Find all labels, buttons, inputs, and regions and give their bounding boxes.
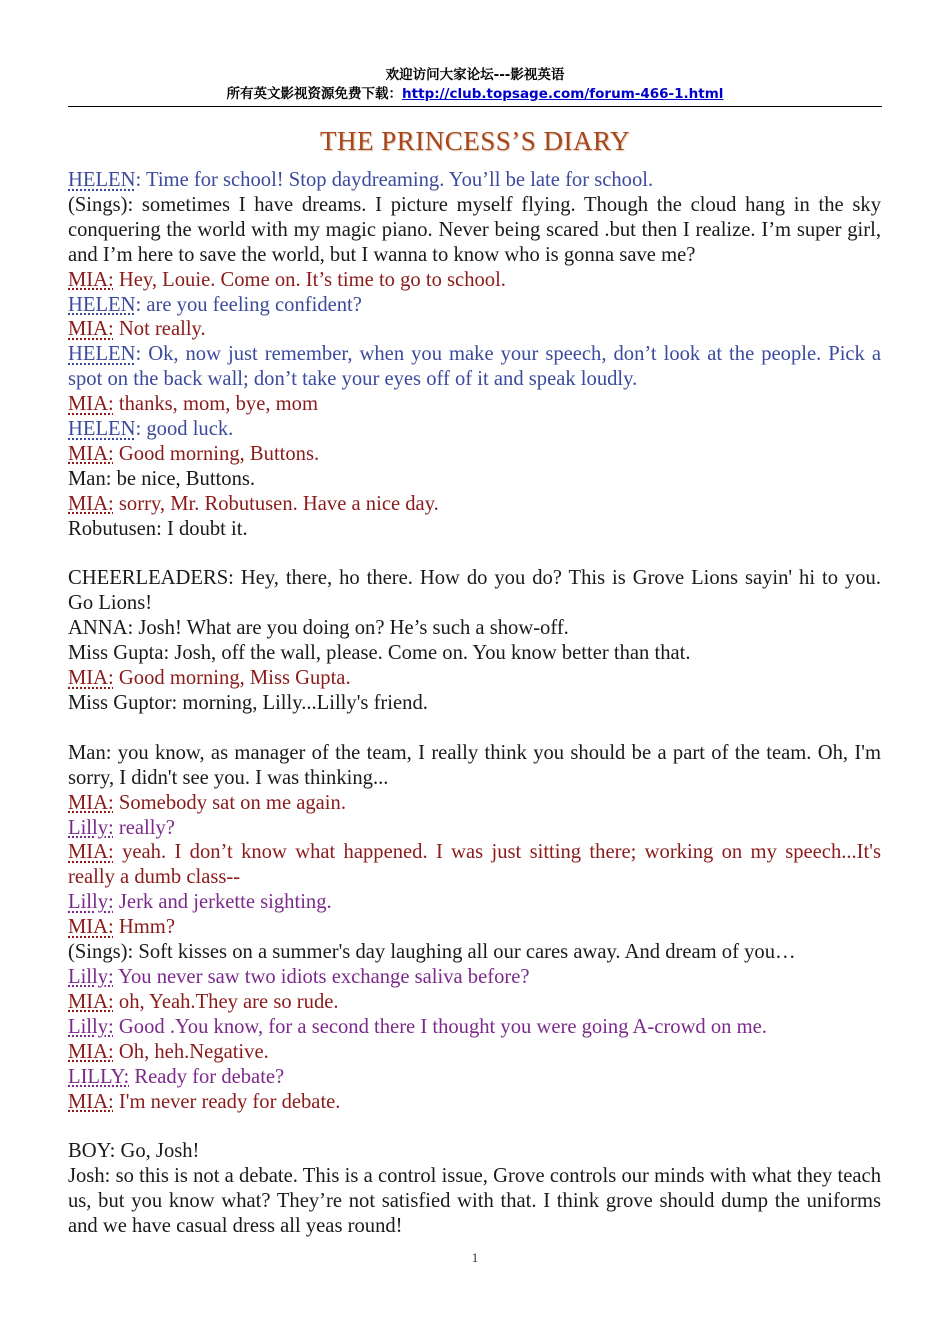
page-number: 1 xyxy=(471,1250,479,1265)
script-line xyxy=(68,816,881,841)
script-line xyxy=(68,965,881,990)
speaker-name: MIA: xyxy=(68,492,114,515)
dialogue-text: : Time for school! Stop daydreaming. You’ll be late for school. xyxy=(135,169,654,191)
header-download-prefix: 所有英文影视资源免费下载： xyxy=(226,86,403,102)
script-line xyxy=(68,791,881,816)
script-line xyxy=(68,990,881,1015)
dialogue-text: Somebody sat on me again. xyxy=(113,791,346,814)
script-line xyxy=(68,641,881,666)
dialogue-text: Ready for debate? xyxy=(129,1065,285,1088)
dialogue-text: : are you feeling confident? xyxy=(135,293,362,316)
speaker-name: MIA: xyxy=(68,268,114,291)
script-line xyxy=(68,666,881,691)
dialogue-text: ANNA: Josh! What are you doing on? He’s such a show-off. xyxy=(68,617,569,640)
script-line xyxy=(68,317,881,342)
speaker-name: MIA: xyxy=(68,1090,114,1113)
script-line xyxy=(68,392,881,417)
speaker-name: LILLY: xyxy=(68,1065,130,1088)
script-line xyxy=(68,566,881,616)
dialogue-text: Hey, Louie. Come on. It’s time to go to school. xyxy=(113,268,506,291)
script-line xyxy=(68,442,881,467)
dialogue-text: (Sings): sometimes I have dreams. I picture myself flying. Though the cloud hang in the sky conquering the world with my magic piano. Never being scared .but then I realize. I’m super girl, and I’m here to save the world, but I wanna to know who is gonna save me? xyxy=(68,193,881,266)
speaker-name: Lilly: xyxy=(68,891,114,914)
dialogue-text: Good morning, Miss Gupta. xyxy=(113,667,351,690)
script-line xyxy=(68,492,881,517)
dialogue-text: Jerk and jerkette sighting. xyxy=(113,891,332,914)
script-line xyxy=(68,1139,881,1164)
script-line xyxy=(68,915,881,940)
dialogue-text: Not really. xyxy=(113,318,206,341)
blank-line xyxy=(68,1114,881,1139)
script-line xyxy=(68,840,881,890)
header-forum-line: 欢迎访问大家论坛---影视英语 xyxy=(385,67,565,83)
script-line xyxy=(68,1040,881,1065)
script-line xyxy=(68,741,881,791)
dialogue-text: CHEERLEADERS: Hey, there, ho there. How do you do? This is Grove Lions sayin' hi to you. Go Lions! xyxy=(68,567,881,615)
dialogue-text: You never saw two idiots exchange saliva before? xyxy=(113,965,530,988)
page-header xyxy=(68,66,882,104)
dialogue-text: : good luck. xyxy=(135,418,234,441)
speaker-name: MIA: xyxy=(68,393,114,416)
speaker-name: MIA: xyxy=(68,318,114,341)
speaker-name: Lilly: xyxy=(68,816,114,839)
script-line xyxy=(68,517,881,542)
dialogue-text: Hmm? xyxy=(113,916,175,939)
script-line xyxy=(68,342,881,392)
speaker-name: Lilly: xyxy=(68,1015,114,1038)
speaker-name: MIA: xyxy=(68,1040,114,1063)
script-line xyxy=(68,417,881,442)
speaker-name: Lilly: xyxy=(68,965,114,988)
dialogue-text: sorry, Mr. Robutusen. Have a nice day. xyxy=(113,492,439,515)
speaker-name: MIA: xyxy=(68,791,114,814)
dialogue-text: Good morning, Buttons. xyxy=(113,442,320,465)
script-line xyxy=(68,193,881,268)
script-line xyxy=(68,691,881,716)
script-body xyxy=(68,168,881,1239)
speaker-name: HELEN xyxy=(68,343,136,366)
header-download-line xyxy=(68,85,882,104)
script-line xyxy=(68,1065,881,1090)
blank-line xyxy=(68,716,881,741)
dialogue-text: thanks, mom, bye, mom xyxy=(113,393,318,416)
dialogue-text: Robutusen: I doubt it. xyxy=(68,517,248,540)
script-line xyxy=(68,168,881,193)
dialogue-text: Good .You know, for a second there I thought you were going A-crowd on me. xyxy=(113,1015,767,1038)
speaker-name: MIA: xyxy=(68,667,114,690)
document-title: THE PRINCESS’S DIARY xyxy=(319,126,631,156)
dialogue-text: Miss Gupta: Josh, off the wall, please. Come on. You know better than that. xyxy=(68,642,691,665)
dialogue-text: BOY: Go, Josh! xyxy=(68,1140,200,1163)
dialogue-text: oh, Yeah.They are so rude. xyxy=(113,990,339,1013)
script-line xyxy=(68,467,881,492)
script-line xyxy=(68,293,881,318)
dialogue-text: (Sings): Soft kisses on a summer's day laughing all our cares away. And dream of you… xyxy=(68,941,796,964)
dialogue-text: Miss Guptor: morning, Lilly...Lilly's friend. xyxy=(68,692,428,715)
speaker-name: MIA: xyxy=(68,990,114,1013)
script-line xyxy=(68,1164,881,1239)
script-line xyxy=(68,1015,881,1040)
script-line xyxy=(68,268,881,293)
speaker-name: HELEN xyxy=(68,169,136,191)
blank-line xyxy=(68,542,881,567)
script-line xyxy=(68,890,881,915)
speaker-name: MIA: xyxy=(68,916,114,939)
dialogue-text: Oh, heh.Negative. xyxy=(113,1040,269,1063)
speaker-name: HELEN xyxy=(68,418,136,441)
dialogue-text: really? xyxy=(113,816,175,839)
dialogue-text: Josh: so this is not a debate. This is a control issue, Grove controls our minds with what they teach us, but you know what? They’re not satisfied with that. I think grove should dump the uniforms and we have casual dress all yeas round! xyxy=(68,1165,881,1238)
dialogue-text: Man: be nice, Buttons. xyxy=(68,467,256,490)
header-forum-link[interactable]: http://club.topsage.com/forum-466-1.html xyxy=(402,86,724,102)
script-line xyxy=(68,940,881,965)
speaker-name: MIA: xyxy=(68,841,114,864)
dialogue-text: I'm never ready for debate. xyxy=(113,1090,341,1113)
dialogue-text: : Ok, now just remember, when you make your speech, don’t look at the people. Pick a spot on the back wall; don’t take your eyes off of it and speak loudly. xyxy=(68,343,881,391)
header-divider xyxy=(68,106,882,107)
dialogue-text: Man: you know, as manager of the team, I really think you should be a part of the team. Oh, I'm sorry, I didn't see you. I was thinking... xyxy=(68,741,881,789)
script-line xyxy=(68,616,881,641)
script-line xyxy=(68,1090,881,1115)
dialogue-text: yeah. I don’t know what happened. I was just sitting there; working on my speech...It's really a dumb class-- xyxy=(68,841,881,889)
speaker-name: MIA: xyxy=(68,442,114,465)
speaker-name: HELEN xyxy=(68,293,136,316)
